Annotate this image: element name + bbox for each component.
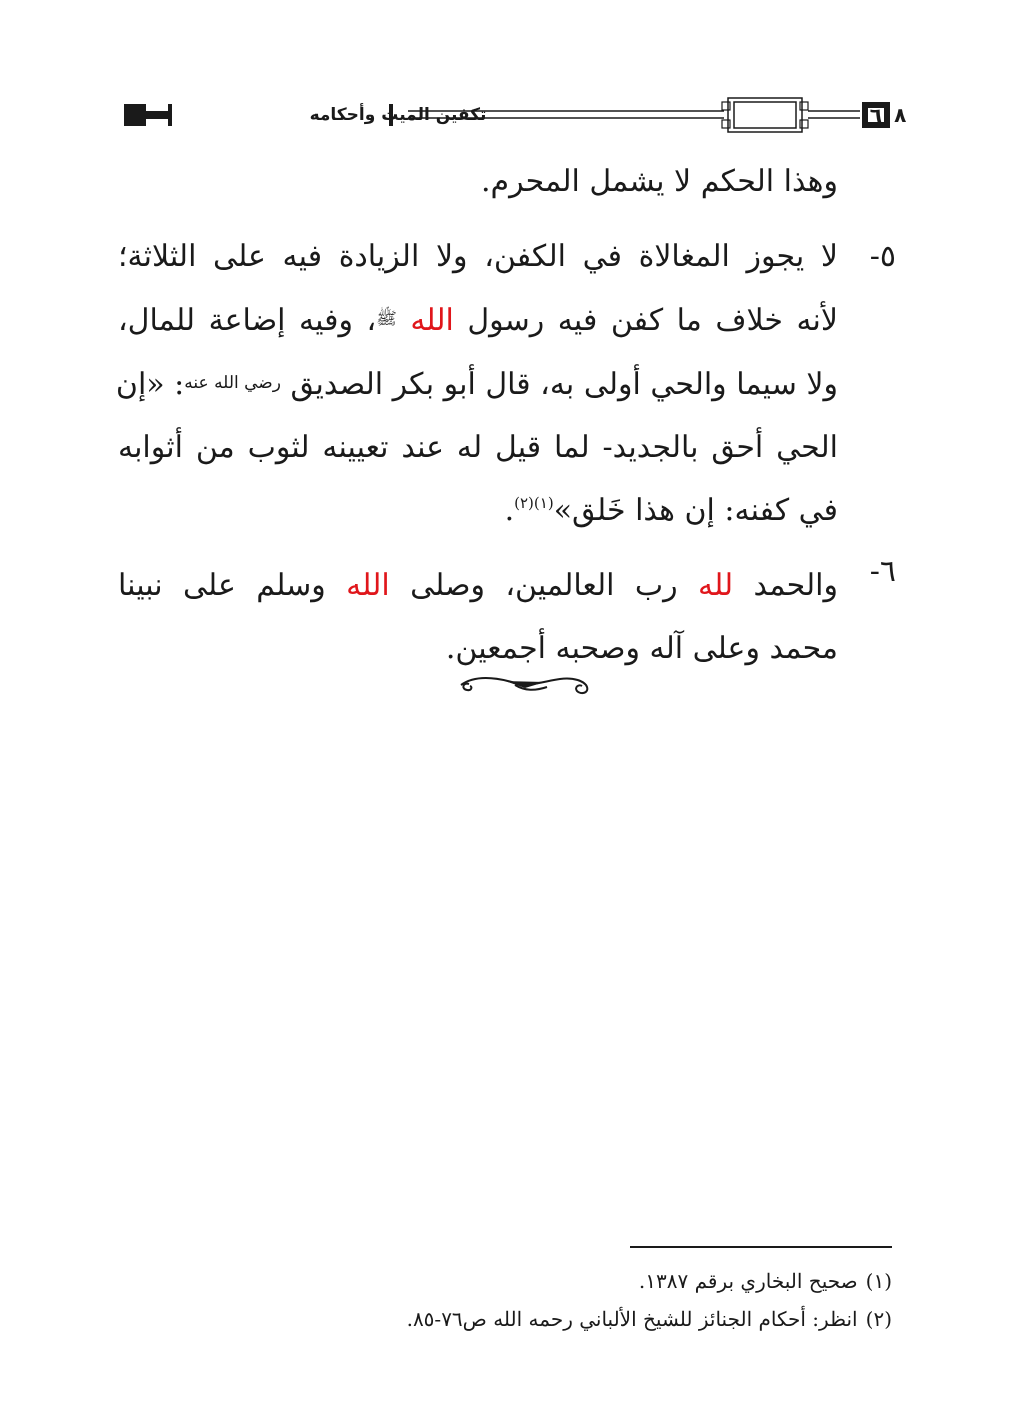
item5-line1: لا يجوز المغالاة في الكفن، ولا الزيادة فيه على الثلاثة؛: [118, 239, 838, 274]
page-header: [118, 96, 907, 136]
item6-line2: محمد وعلى آله وصحبه أجمعين.: [445, 631, 838, 666]
honorific: رضي الله عنه: [184, 373, 281, 393]
allah-word: الله: [410, 303, 454, 338]
intro-line: وهذا الحكم لا يشمل المحرم.: [480, 164, 838, 199]
end-ornament: [455, 667, 595, 701]
item6-number: ٦-: [869, 554, 896, 589]
header-frame: [118, 96, 898, 136]
footnote-item: (١)صحيح البخاري برقم ١٣٨٧.: [638, 1269, 892, 1293]
item5-line2: لأنه خلاف ما كفن فيه رسول الله $^ﷺ$، وفيه إضاعة للمال،: [118, 303, 839, 338]
footnote-item: (٢)انظر: أحكام الجنائز للشيخ الألباني رحمه الله ص٧٦-٨٥.: [406, 1307, 892, 1331]
item6-line1: والحمد لله رب العالمين، وصلى الله وسلم على نبينا: [118, 568, 838, 603]
item5-line4: الحي أحق بالجديد- لما قيل له عند تعيينه لثوب من أثوابه: [118, 430, 838, 465]
item5-number: ٥-: [869, 239, 896, 274]
item5-line5: في كفنه: إن هذا خَلق»$^{(١)(٢)}$.: [504, 493, 838, 528]
main-text: [115, 150, 839, 680]
page-number: ٦٠٨: [869, 103, 907, 127]
item5-line3: ولا سيما والحي أولى به، قال أبو بكر الصديق $^{رضي الله عنه}$: «إن: [115, 367, 838, 402]
lillah-word: لله: [698, 568, 734, 603]
allah-word: الله: [346, 568, 390, 603]
header-left-square: [124, 104, 146, 126]
footnotes: [300, 1262, 892, 1338]
running-title: تكفين الميت وأحكامه: [309, 105, 487, 125]
honorific: ﷺ: [376, 309, 397, 329]
footnote-divider: [630, 1246, 892, 1248]
footnote-ref: (١)(٢): [514, 494, 554, 512]
